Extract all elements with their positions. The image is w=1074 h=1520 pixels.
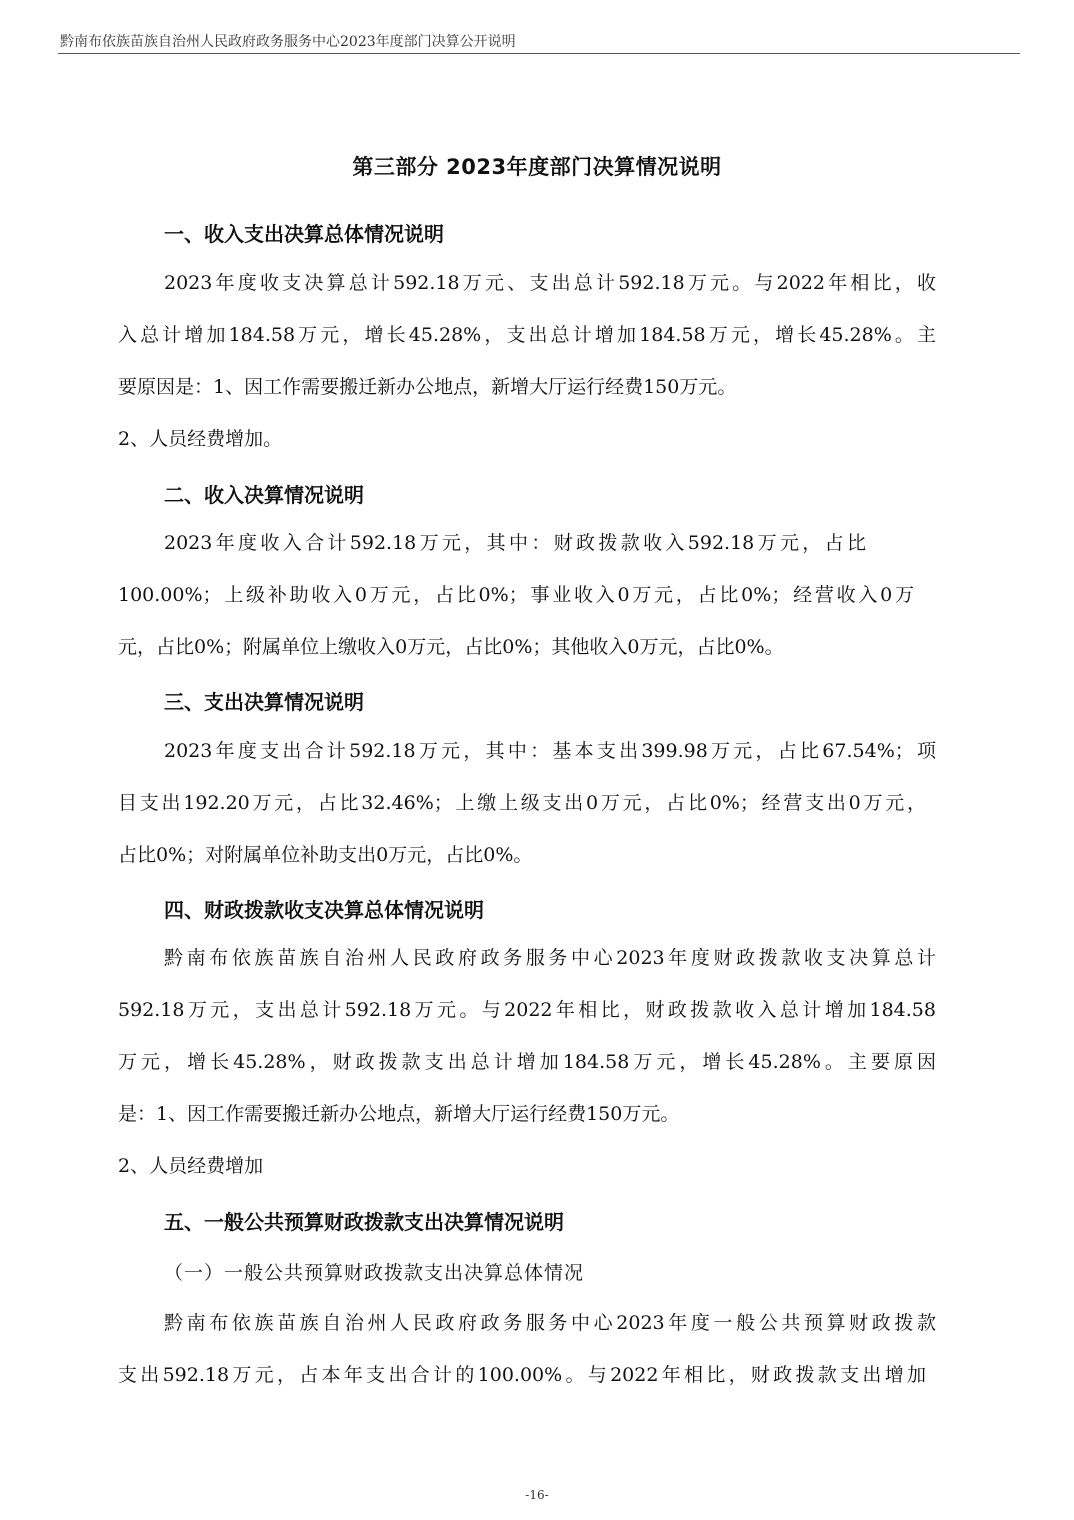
paragraph-line: 592.18万元，支出总计592.18万元。与2022年相比，财政拨款收入总计增加184.58 [118, 999, 936, 1021]
page-title: 第三部分 2023年度部门决算情况说明 [352, 155, 722, 179]
paragraph-line: 2、人员经费增加。 [118, 428, 283, 450]
paragraph-line: 2023年度收入合计592.18万元，其中：财政拨款收入592.18万元，占比 [164, 532, 866, 554]
paragraph-line: 黔南布依族苗族自治州人民政府政务服务中心2023年度财政拨款收支决算总计 [164, 947, 936, 969]
paragraph-line: 万元，增长45.28%，财政拨款支出总计增加184.58万元，增长45.28%。主要原因 [118, 1051, 936, 1073]
header-rule [58, 53, 1020, 54]
paragraph-line: 目支出192.20万元，占比32.46%；上缴上级支出0万元，占比0%；经营支出0万元， [118, 792, 926, 814]
section-heading-1: 一、收入支出决算总体情况说明 [164, 222, 444, 246]
paragraph-line: 2023年度收支决算总计592.18万元、支出总计592.18万元。与2022年相比，收 [164, 272, 936, 294]
paragraph-line: 支出592.18万元，占本年支出合计的100.00%。与2022年相比，财政拨款支出增加 [118, 1364, 926, 1386]
section-heading-5: 五、一般公共预算财政拨款支出决算情况说明 [164, 1210, 564, 1234]
paragraph-line: 是：1、因工作需要搬迁新办公地点，新增大厅运行经费150万元。 [118, 1103, 680, 1125]
page-number: -16- [525, 1488, 549, 1502]
paragraph-line: 2、人员经费增加 [118, 1155, 264, 1177]
paragraph-line: 占比0%；对附属单位补助支出0万元，占比0%。 [118, 844, 533, 866]
section-heading-2: 二、收入决算情况说明 [164, 483, 364, 507]
section-heading-3: 三、支出决算情况说明 [164, 690, 364, 714]
paragraph-line: 黔南布依族苗族自治州人民政府政务服务中心2023年度一般公共预算财政拨款 [164, 1312, 936, 1334]
paragraph-line: 元，占比0%；附属单位上缴收入0万元，占比0%；其他收入0万元，占比0%。 [118, 636, 784, 658]
paragraph-line: 2023年度支出合计592.18万元，其中：基本支出399.98万元，占比67.54%；项 [164, 740, 936, 762]
subsection-heading: （一）一般公共预算财政拨款支出决算总体情况 [164, 1262, 585, 1284]
paragraph-line: 要原因是：1、因工作需要搬迁新办公地点，新增大厅运行经费150万元。 [118, 376, 737, 398]
running-header: 黔南布依族苗族自治州人民政府政务服务中心2023年度部门决算公开说明 [60, 34, 516, 50]
paragraph-line: 入总计增加184.58万元，增长45.28%，支出总计增加184.58万元，增长45.28%。主 [118, 324, 936, 346]
section-heading-4: 四、财政拨款收支决算总体情况说明 [164, 898, 484, 922]
paragraph-line: 100.00%；上级补助收入0万元，占比0%；事业收入0万元，占比0%；经营收入0万 [118, 584, 914, 606]
